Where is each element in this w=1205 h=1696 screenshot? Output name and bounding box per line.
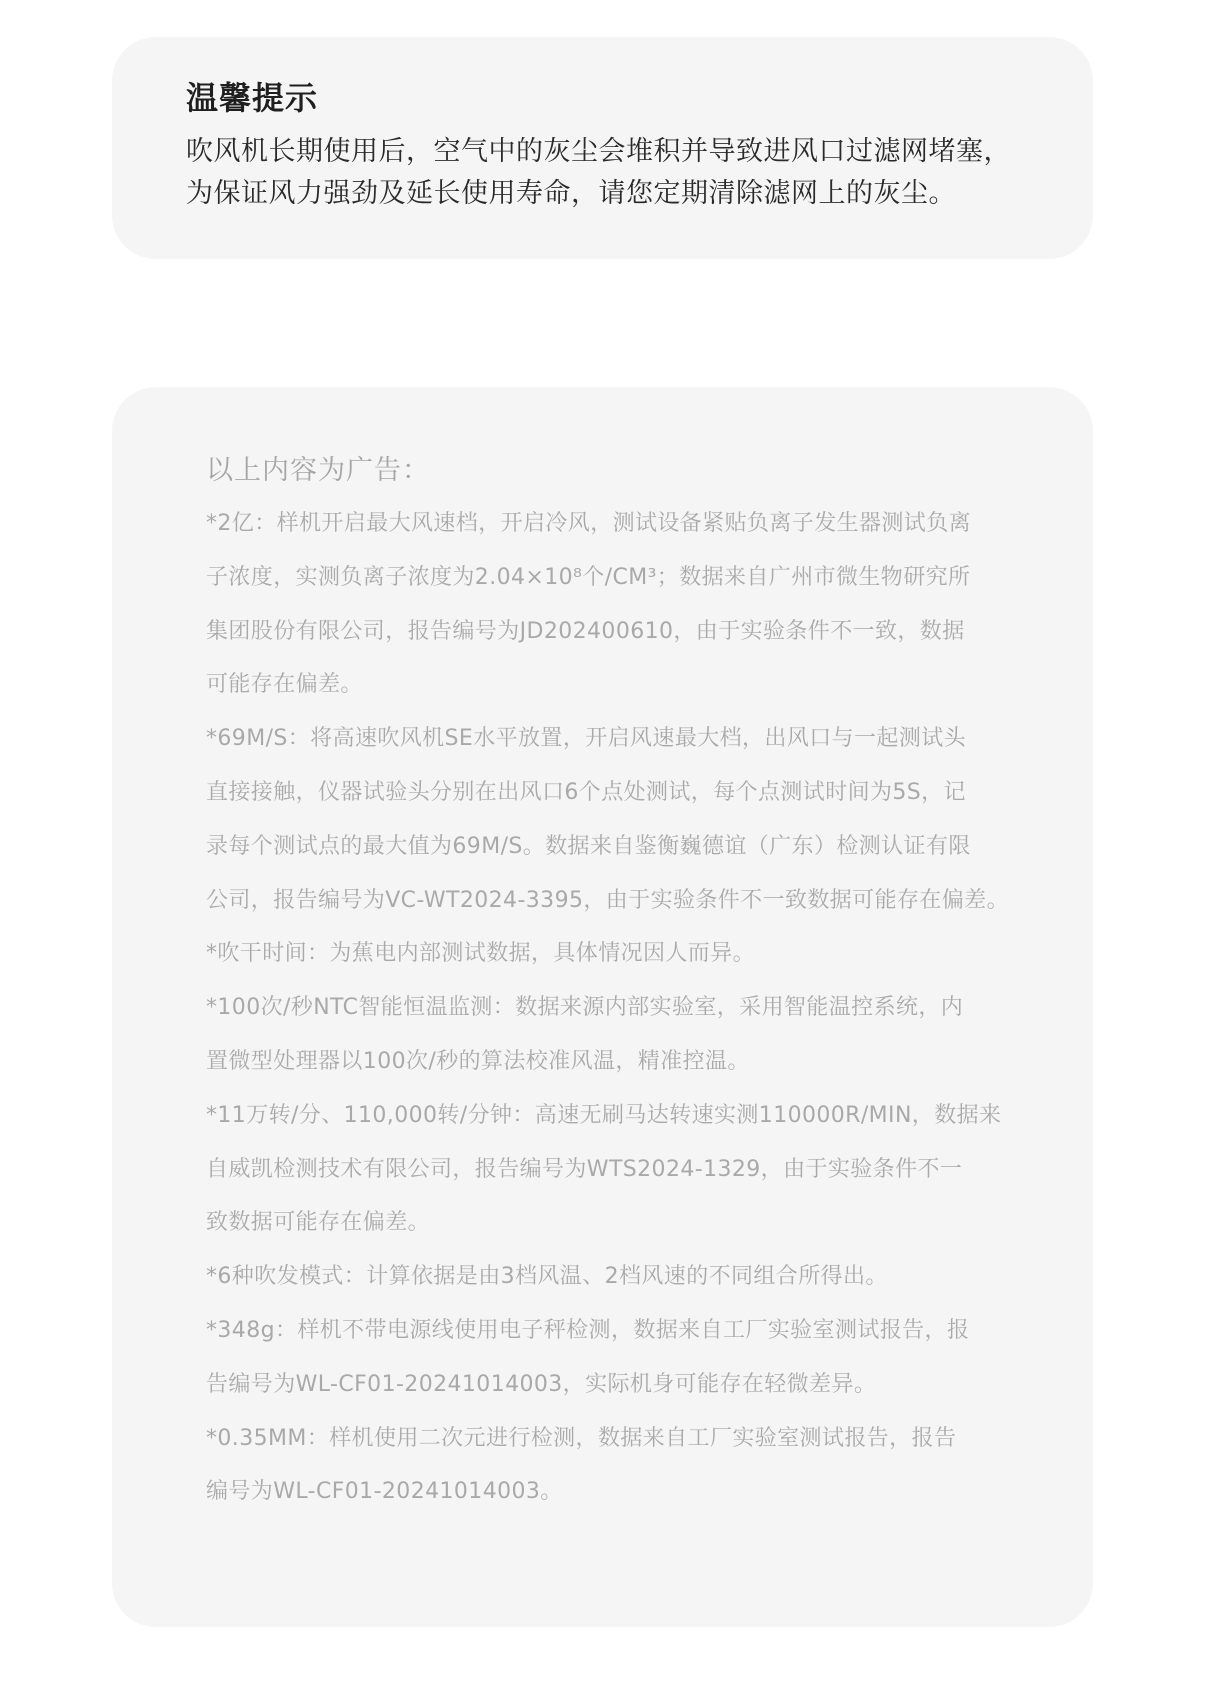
ad-note-line: 直接接触，仪器试验头分别在出风口6个点处测试，每个点测试时间为5S，记 [206, 779, 966, 805]
ad-heading: 以上内容为广告： [206, 455, 430, 486]
ad-note-line: 可能存在偏差。 [206, 672, 363, 698]
ad-note-line: *348g：样机不带电源线使用电子秤检测，数据来自工厂实验室测试报告，报 [206, 1317, 970, 1343]
ad-note-line: 录每个测试点的最大值为69M/S。数据来自鉴衡巍德谊（广东）检测认证有限 [206, 833, 971, 859]
ad-note-line: 置微型处理器以100次/秒的算法校准风温，精准控温。 [206, 1048, 750, 1074]
ad-note-line: *2亿：样机开启最大风速档，开启冷风，测试设备紧贴负离子发生器测试负离 [206, 511, 971, 536]
ad-note-line: 子浓度，实测负离子浓度为2.04×10⁸个/CM³；数据来自广州市微生物研究所 [206, 564, 971, 590]
tip-body [186, 131, 1023, 215]
ad-note-line: 公司，报告编号为VC-WT2024-3395，由于实验条件不一致数据可能存在偏差。 [206, 887, 1009, 913]
tip-title: 温馨提示 [186, 79, 319, 117]
tip-line: 吹风机长期使用后，空气中的灰尘会堆积并导致进风口过滤网堵塞， [186, 136, 1011, 167]
ad-note-line: *11万转/分、110,000转/分钟：高速无刷马达转速实测110000R/MIN，数据来 [206, 1102, 1002, 1128]
ad-notes [206, 497, 1013, 1519]
ad-note-line: 告编号为WL-CF01-20241014003，实际机身可能存在轻微差异。 [206, 1371, 877, 1397]
tip-line: 为保证风力强劲及延长使用寿命，请您定期清除滤网上的灰尘。 [186, 178, 956, 209]
ad-note-line: 集团股份有限公司，报告编号为JD202400610，由于实验条件不一致，数据 [206, 618, 965, 644]
ad-note-line: 自威凯检测技术有限公司，报告编号为WTS2024-1329，由于实验条件不一 [206, 1156, 963, 1182]
ad-note-line: *100次/秒NTC智能恒温监测：数据来源内部实验室，采用智能温控系统，内 [206, 995, 964, 1021]
tip-card [112, 37, 1093, 259]
ad-disclaimer-card [112, 387, 1093, 1627]
ad-note-line: *69M/S：将高速吹风机SE水平放置，开启风速最大档，出风口与一起测试头 [206, 726, 967, 752]
ad-note-line: 致数据可能存在偏差。 [206, 1210, 431, 1236]
ad-note-line: *吹干时间：为蕉电内部测试数据，具体情况因人而异。 [206, 941, 756, 967]
ad-note-line: *0.35MM：样机使用二次元进行检测，数据来自工厂实验室测试报告，报告 [206, 1425, 957, 1451]
ad-note-line: 编号为WL-CF01-20241014003。 [206, 1479, 563, 1505]
ad-note-line: *6种吹发模式：计算依据是由3档风温、2档风速的不同组合所得出。 [206, 1264, 888, 1290]
